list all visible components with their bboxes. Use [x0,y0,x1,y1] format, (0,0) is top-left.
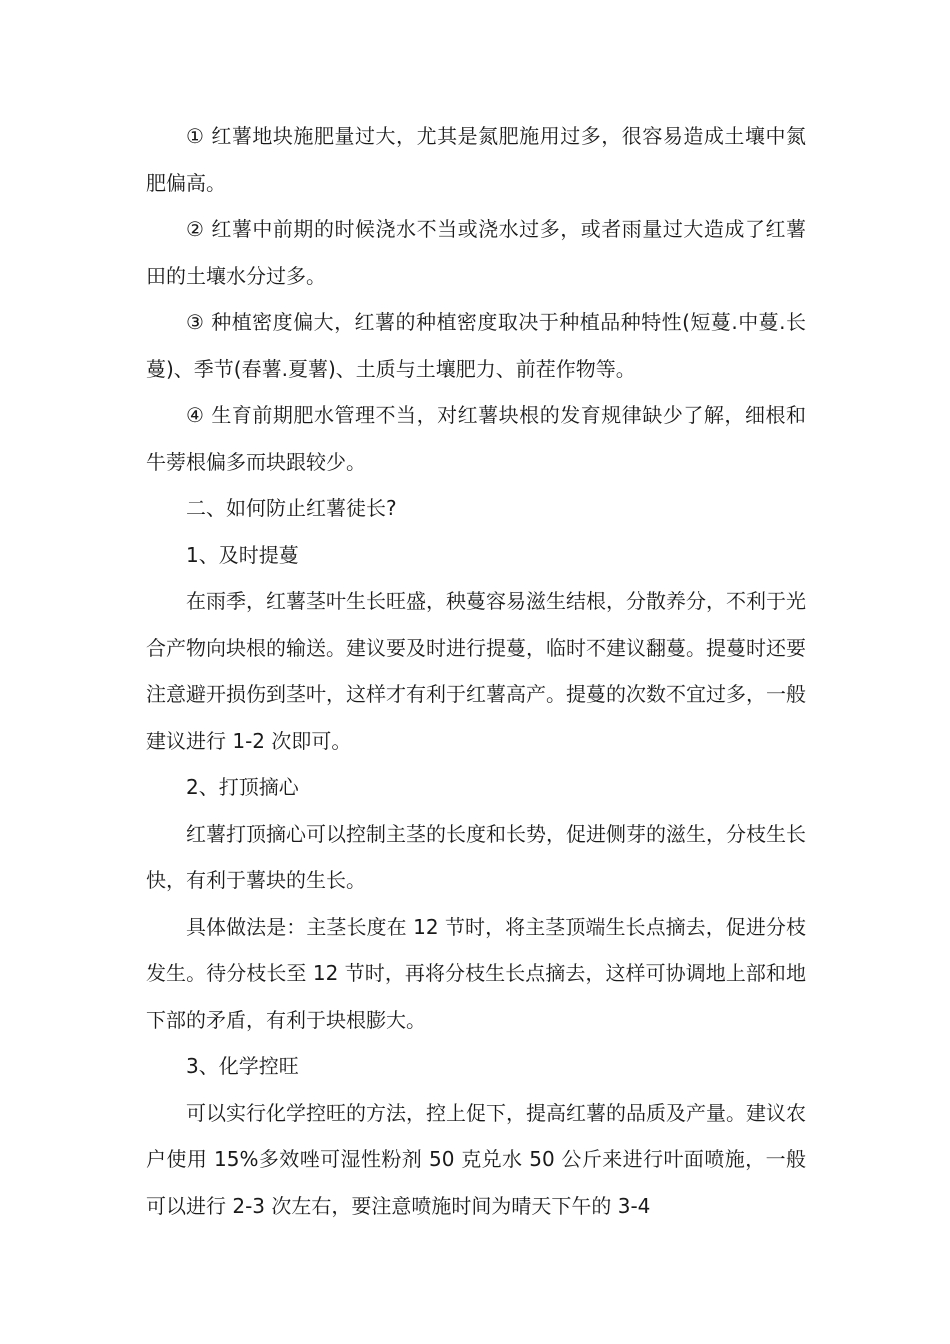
subheading-3: 3、化学控旺 [186,1054,299,1078]
body-paragraph-1: 在雨季，红薯茎叶生长旺盛，秧蔓容易滋生结根，分散养分，不利于光合产物向块根的输送。建议要及时进行提蔓，临时不建议翻蔓。提蔓时还要注意避开损伤到茎叶，这样才有利于红薯高产。提蔓的次数不宜过多，一般建议进行 1-2 次即可。 [146,589,806,753]
cause-item-2: ② 红薯中前期的时候浇水不当或浇水过多，或者雨量过大造成了红薯田的土壤水分过多。 [146,217,806,288]
section-heading: 二、如何防止红薯徒长? [186,496,397,520]
cause-item-4: ④ 生育前期肥水管理不当，对红薯块根的发育规律缺少了解，细根和牛蒡根偏多而块跟较少。 [146,403,806,474]
body-paragraph-4: 可以实行化学控旺的方法，控上促下，提高红薯的品质及产量。建议农户使用 15%多效唑可湿性粉剂 50 克兑水 50 公斤来进行叶面喷施，一般可以进行 2-3 次左右，要注意喷施时间为晴天下午的 3-4 [146,1100,806,1218]
subheading-2: 2、打顶摘心 [186,775,299,799]
subheading-1: 1、及时提蔓 [186,542,299,567]
cause-item-1: ① 红薯地块施肥量过大，尤其是氮肥施用过多，很容易造成土壤中氮肥偏高。 [146,124,806,195]
body-paragraph-2: 红薯打顶摘心可以控制主茎的长度和长势，促进侧芽的滋生，分枝生长快，有利于薯块的生长。 [146,821,806,892]
body-paragraph-3: 具体做法是：主茎长度在 12 节时，将主茎顶端生长点摘去，促进分枝发生。待分枝长至 12 节时，再将分枝生长点摘去，这样可协调地上部和地下部的矛盾，有利于块根膨大。 [146,914,806,1032]
document-body [146,113,806,1229]
cause-item-3: ③ 种植密度偏大，红薯的种植密度取决于种植品种特性(短蔓.中蔓.长蔓)、季节(春薯.夏薯)、土质与土壤肥力、前茬作物等。 [146,310,806,381]
